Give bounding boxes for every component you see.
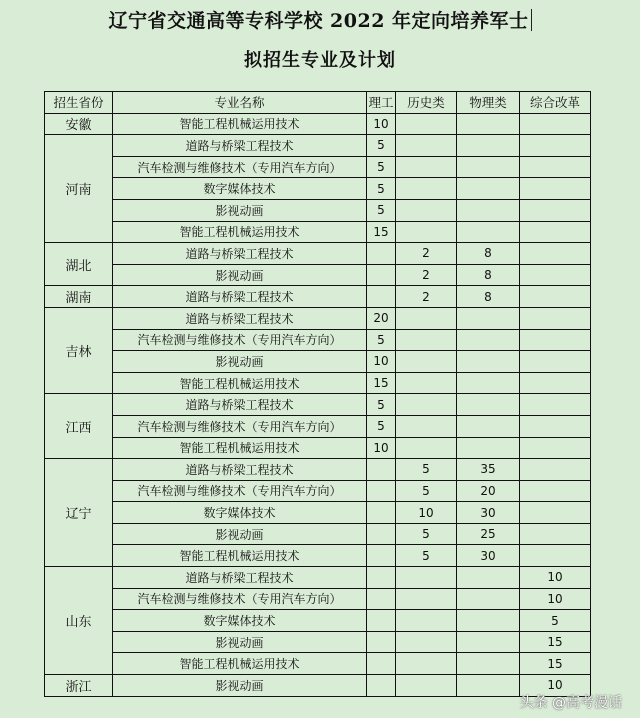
table-row (45, 156, 591, 178)
physics-cell (457, 113, 520, 135)
table-row (45, 243, 591, 265)
history-cell (396, 113, 457, 135)
header-major: 专业名称 (113, 92, 367, 114)
reform-cell: 15 (520, 653, 591, 675)
table-row (45, 372, 591, 394)
ligong-cell: 10 (367, 437, 396, 459)
reform-cell: 15 (520, 631, 591, 653)
physics-cell (457, 307, 520, 329)
major-cell: 汽车检测与维修技术（专用汽车方向） (113, 480, 367, 502)
province-cell: 吉林 (45, 307, 113, 393)
table-row (45, 588, 591, 610)
major-cell: 智能工程机械运用技术 (113, 113, 367, 135)
ligong-cell: 15 (367, 221, 396, 243)
history-cell (396, 199, 457, 221)
physics-cell (457, 588, 520, 610)
reform-cell (520, 307, 591, 329)
physics-cell: 20 (457, 480, 520, 502)
reform-cell (520, 437, 591, 459)
table-body (45, 113, 591, 696)
history-cell (396, 351, 457, 373)
physics-cell: 8 (457, 243, 520, 265)
ligong-cell: 10 (367, 113, 396, 135)
reform-cell: 5 (520, 610, 591, 632)
history-cell: 2 (396, 243, 457, 265)
table-row (45, 631, 591, 653)
ligong-cell (367, 286, 396, 308)
ligong-cell: 5 (367, 329, 396, 351)
ligong-cell: 15 (367, 372, 396, 394)
major-cell: 影视动画 (113, 351, 367, 373)
ligong-cell: 5 (367, 199, 396, 221)
physics-cell: 8 (457, 264, 520, 286)
major-cell: 影视动画 (113, 199, 367, 221)
physics-cell: 30 (457, 502, 520, 524)
header-reform: 综合改革 (520, 92, 591, 114)
reform-cell (520, 156, 591, 178)
physics-cell (457, 653, 520, 675)
reform-cell (520, 480, 591, 502)
table-row (45, 567, 591, 589)
history-cell (396, 653, 457, 675)
reform-cell (520, 394, 591, 416)
reform-cell (520, 459, 591, 481)
table-row (45, 221, 591, 243)
province-cell: 江西 (45, 394, 113, 459)
table-row (45, 178, 591, 200)
major-cell: 汽车检测与维修技术（专用汽车方向） (113, 156, 367, 178)
table-row (45, 480, 591, 502)
ligong-cell: 5 (367, 156, 396, 178)
physics-cell: 35 (457, 459, 520, 481)
major-cell: 道路与桥梁工程技术 (113, 567, 367, 589)
major-cell: 道路与桥梁工程技术 (113, 286, 367, 308)
ligong-cell (367, 502, 396, 524)
table-row (45, 653, 591, 675)
physics-cell: 30 (457, 545, 520, 567)
history-cell (396, 437, 457, 459)
major-cell: 数字媒体技术 (113, 178, 367, 200)
table-row (45, 113, 591, 135)
physics-cell (457, 221, 520, 243)
reform-cell (520, 545, 591, 567)
history-cell (396, 588, 457, 610)
history-cell (396, 307, 457, 329)
history-cell (396, 415, 457, 437)
physics-cell: 25 (457, 523, 520, 545)
ligong-cell (367, 588, 396, 610)
history-cell: 5 (396, 480, 457, 502)
header-physics: 物理类 (457, 92, 520, 114)
reform-cell: 10 (520, 567, 591, 589)
major-cell: 数字媒体技术 (113, 610, 367, 632)
major-cell: 影视动画 (113, 523, 367, 545)
reform-cell (520, 502, 591, 524)
history-cell (396, 135, 457, 157)
reform-cell (520, 415, 591, 437)
major-cell: 智能工程机械运用技术 (113, 545, 367, 567)
table-row (45, 459, 591, 481)
physics-cell: 8 (457, 286, 520, 308)
major-cell: 影视动画 (113, 264, 367, 286)
major-cell: 影视动画 (113, 675, 367, 697)
major-cell: 智能工程机械运用技术 (113, 221, 367, 243)
history-cell (396, 394, 457, 416)
history-cell: 5 (396, 459, 457, 481)
reform-cell (520, 243, 591, 265)
document-subtitle: 拟招生专业及计划 (244, 50, 396, 71)
physics-cell (457, 135, 520, 157)
ligong-cell (367, 631, 396, 653)
physics-cell (457, 415, 520, 437)
reform-cell (520, 329, 591, 351)
province-cell: 河南 (45, 135, 113, 243)
table-row (45, 545, 591, 567)
reform-cell (520, 351, 591, 373)
reform-cell: 10 (520, 588, 591, 610)
table-row (45, 199, 591, 221)
ligong-cell: 5 (367, 178, 396, 200)
history-cell: 10 (396, 502, 457, 524)
reform-cell (520, 286, 591, 308)
major-cell: 道路与桥梁工程技术 (113, 135, 367, 157)
reform-cell (520, 135, 591, 157)
ligong-cell (367, 675, 396, 697)
ligong-cell (367, 480, 396, 502)
history-cell (396, 178, 457, 200)
history-cell (396, 156, 457, 178)
ligong-cell (367, 523, 396, 545)
physics-cell (457, 394, 520, 416)
major-cell: 数字媒体技术 (113, 502, 367, 524)
province-cell: 安徽 (45, 113, 113, 135)
major-cell: 智能工程机械运用技术 (113, 372, 367, 394)
physics-cell (457, 156, 520, 178)
enrollment-plan-table (44, 91, 591, 697)
table-row (45, 307, 591, 329)
physics-cell (457, 199, 520, 221)
ligong-cell: 5 (367, 415, 396, 437)
major-cell: 汽车检测与维修技术（专用汽车方向） (113, 329, 367, 351)
table-header-row (45, 92, 591, 114)
history-cell (396, 221, 457, 243)
physics-cell (457, 329, 520, 351)
history-cell (396, 567, 457, 589)
reform-cell (520, 113, 591, 135)
reform-cell (520, 178, 591, 200)
table-row (45, 415, 591, 437)
document-title: 辽宁省交通高等专科学校 2022 年定向培养军士 (0, 6, 640, 33)
major-cell: 道路与桥梁工程技术 (113, 307, 367, 329)
header-ligong: 理工 (367, 92, 396, 114)
table-row (45, 437, 591, 459)
history-cell: 2 (396, 264, 457, 286)
table-row (45, 286, 591, 308)
major-cell: 道路与桥梁工程技术 (113, 243, 367, 265)
history-cell (396, 329, 457, 351)
table-row (45, 675, 591, 697)
header-province: 招生省份 (45, 92, 113, 114)
table-row (45, 135, 591, 157)
history-cell (396, 372, 457, 394)
history-cell (396, 675, 457, 697)
ligong-cell (367, 567, 396, 589)
table-row (45, 264, 591, 286)
table-row (45, 351, 591, 373)
physics-cell (457, 372, 520, 394)
ligong-cell: 20 (367, 307, 396, 329)
reform-cell (520, 264, 591, 286)
major-cell: 影视动画 (113, 631, 367, 653)
ligong-cell (367, 243, 396, 265)
major-cell: 智能工程机械运用技术 (113, 653, 367, 675)
history-cell (396, 631, 457, 653)
reform-cell (520, 221, 591, 243)
ligong-cell (367, 545, 396, 567)
major-cell: 道路与桥梁工程技术 (113, 394, 367, 416)
header-history: 历史类 (396, 92, 457, 114)
ligong-cell (367, 653, 396, 675)
major-cell: 道路与桥梁工程技术 (113, 459, 367, 481)
physics-cell (457, 610, 520, 632)
province-cell: 湖南 (45, 286, 113, 308)
physics-cell (457, 351, 520, 373)
physics-cell (457, 437, 520, 459)
province-cell: 浙江 (45, 675, 113, 697)
reform-cell (520, 523, 591, 545)
history-cell: 2 (396, 286, 457, 308)
table-row (45, 394, 591, 416)
reform-cell (520, 372, 591, 394)
text-cursor (531, 9, 532, 31)
table-row (45, 610, 591, 632)
physics-cell (457, 567, 520, 589)
ligong-cell (367, 264, 396, 286)
major-cell: 智能工程机械运用技术 (113, 437, 367, 459)
province-cell: 湖北 (45, 243, 113, 286)
major-cell: 汽车检测与维修技术（专用汽车方向） (113, 415, 367, 437)
table-row (45, 523, 591, 545)
table-row (45, 502, 591, 524)
table-row (45, 329, 591, 351)
physics-cell (457, 631, 520, 653)
physics-cell (457, 675, 520, 697)
ligong-cell (367, 459, 396, 481)
history-cell (396, 610, 457, 632)
ligong-cell (367, 610, 396, 632)
ligong-cell: 10 (367, 351, 396, 373)
reform-cell (520, 199, 591, 221)
ligong-cell: 5 (367, 135, 396, 157)
ligong-cell: 5 (367, 394, 396, 416)
major-cell: 汽车检测与维修技术（专用汽车方向） (113, 588, 367, 610)
history-cell: 5 (396, 523, 457, 545)
province-cell: 辽宁 (45, 459, 113, 567)
watermark: 头条 @高考漫话 (519, 695, 622, 711)
province-cell: 山东 (45, 567, 113, 675)
reform-cell: 10 (520, 675, 591, 697)
physics-cell (457, 178, 520, 200)
history-cell: 5 (396, 545, 457, 567)
